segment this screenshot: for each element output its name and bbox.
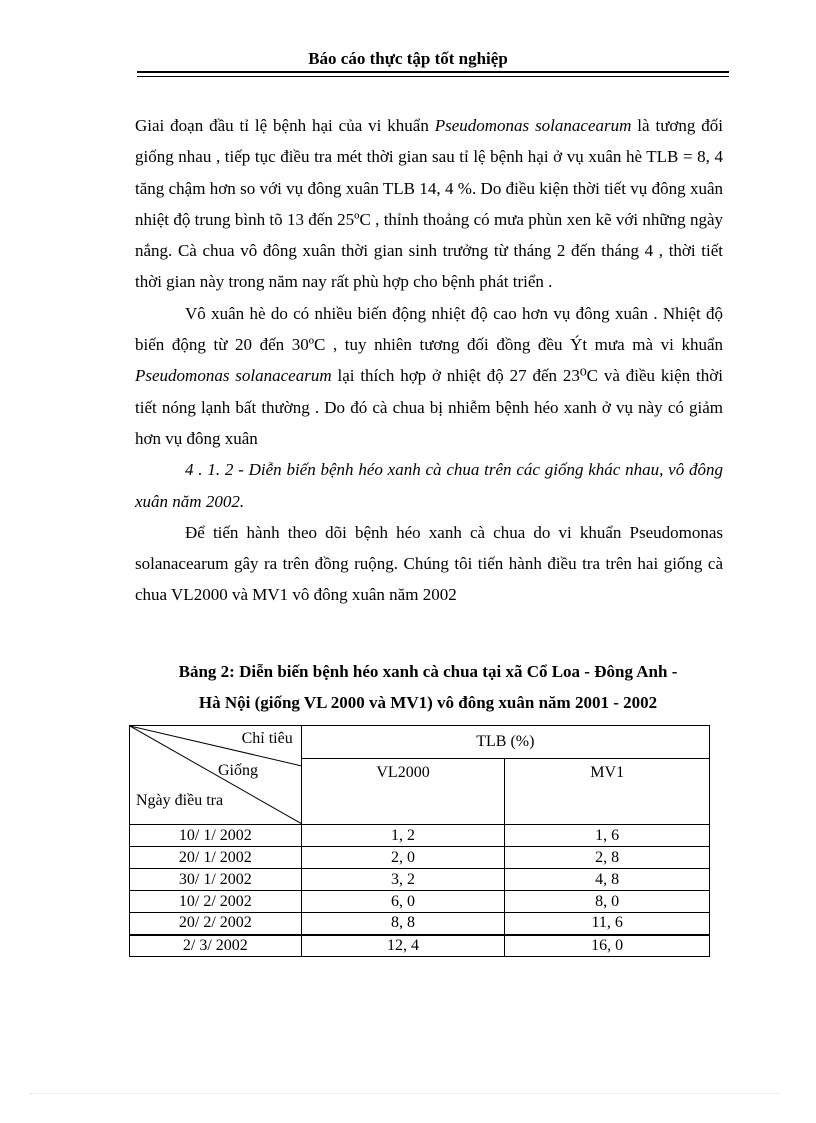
cell-date: 30/ 1/ 2002 (130, 869, 302, 891)
data-table (129, 725, 710, 957)
cell-date: 20/ 1/ 2002 (130, 847, 302, 869)
paragraph-3: Để tiến hành theo dõi bệnh héo xanh cà chua do vi khuẩn Pseudomonas solanacearum gây ra trên đồng ruộng. Chúng tôi tiến hành điều tra trên hai giống cà chua VL2000 và MV1 vô đông xuân năm 2002 (135, 522, 723, 605)
table-row (130, 913, 710, 935)
cell-mv1: 2, 8 (505, 847, 710, 869)
cell-vl2000: 1, 2 (301, 825, 505, 847)
cell-vl2000: 2, 0 (301, 847, 505, 869)
header-rule-thick (137, 71, 729, 73)
cell-mv1: 4, 8 (505, 869, 710, 891)
cell-vl2000: 12, 4 (301, 935, 505, 957)
cell-date: 10/ 1/ 2002 (130, 825, 302, 847)
table-caption-line1: Bảng 2: Diễn biến bệnh héo xanh cà chua tại xã Cổ Loa - Đông Anh - (178, 662, 678, 681)
page-bottom-rule (30, 1093, 780, 1094)
paragraph-2: Vô xuân hè do có nhiều biến động nhiệt độ cao hơn vụ đông xuân . Nhiệt độ biến động từ 20 đến 30ºC , tuy nhiên tương đối đồng đều Ýt mưa mà vi khuẩn Pseudomonas solanacearum lại thích hợp ở nhiệt độ 27 đến 23⁰C và điều kiện thời tiết nóng lạnh bất thường . Do đó cà chua bị nhiễm bệnh héo xanh ở vụ này có giảm hơn vụ đông xuân (135, 303, 723, 448)
table-row (130, 935, 710, 957)
table-row (130, 825, 710, 847)
paragraph-1: Giai đoạn đầu tỉ lệ bệnh hại của vi khuẩn Pseudomonas solanacearum là tương đối giống nhau , tiếp tục điều tra mét thời gian sau tỉ lệ bệnh hại ở vụ xuân hè TLB = 8, 4 tăng chậm hơn so với vụ đông xuân TLB 14, 4 %. Do điều kiện thời tiết vụ đông xuân nhiệt độ trung bình tõ 13 đến 25ºC , thỉnh thoảng có mưa phùn xen kẽ với những ngày nắng. Cà chua vô đông xuân thời gian sinh trưởng từ tháng 2 đến tháng 4 , thời tiết thời gian này trong năm nay rất phù hợp cho bệnh phát triển . (135, 116, 724, 292)
section-heading: 4 . 1. 2 - Diễn biến bệnh héo xanh cà chua trên các giống khác nhau, vô đông xuân năm 2002. (135, 460, 723, 511)
cell-mv1: 8, 0 (505, 891, 710, 913)
corner-label-criteria: Chỉ tiêu (241, 730, 293, 747)
column-header-vl2000: VL2000 (301, 759, 505, 825)
table-row (130, 847, 710, 869)
body-text (135, 110, 723, 611)
cell-vl2000: 8, 8 (301, 913, 505, 935)
species-name: Pseudomonas solanacearum (135, 366, 332, 386)
page-header-title: Báo cáo thực tập tốt nghiệp (308, 49, 508, 68)
header-rule-thin (137, 76, 729, 77)
group-header: TLB (%) (301, 726, 709, 759)
cell-date: 2/ 3/ 2002 (130, 935, 302, 957)
cell-date: 20/ 2/ 2002 (130, 913, 302, 935)
cell-mv1: 11, 6 (505, 913, 710, 935)
column-header-mv1: MV1 (505, 759, 710, 825)
cell-mv1: 16, 0 (505, 935, 710, 957)
cell-vl2000: 6, 0 (301, 891, 505, 913)
cell-vl2000: 3, 2 (301, 869, 505, 891)
table-corner-cell (130, 726, 302, 825)
corner-label-date: Ngày điều tra (136, 792, 224, 809)
species-name: Pseudomonas solanacearum (434, 116, 632, 135)
cell-mv1: 1, 6 (505, 825, 710, 847)
corner-label-variety: Giống (218, 762, 258, 779)
table-row (130, 869, 710, 891)
table-caption-line2: Hà Nội (giống VL 2000 và MV1) vô đông xuân năm 2001 - 2002 (198, 693, 658, 712)
table-row (130, 891, 710, 913)
cell-date: 10/ 2/ 2002 (130, 891, 302, 913)
